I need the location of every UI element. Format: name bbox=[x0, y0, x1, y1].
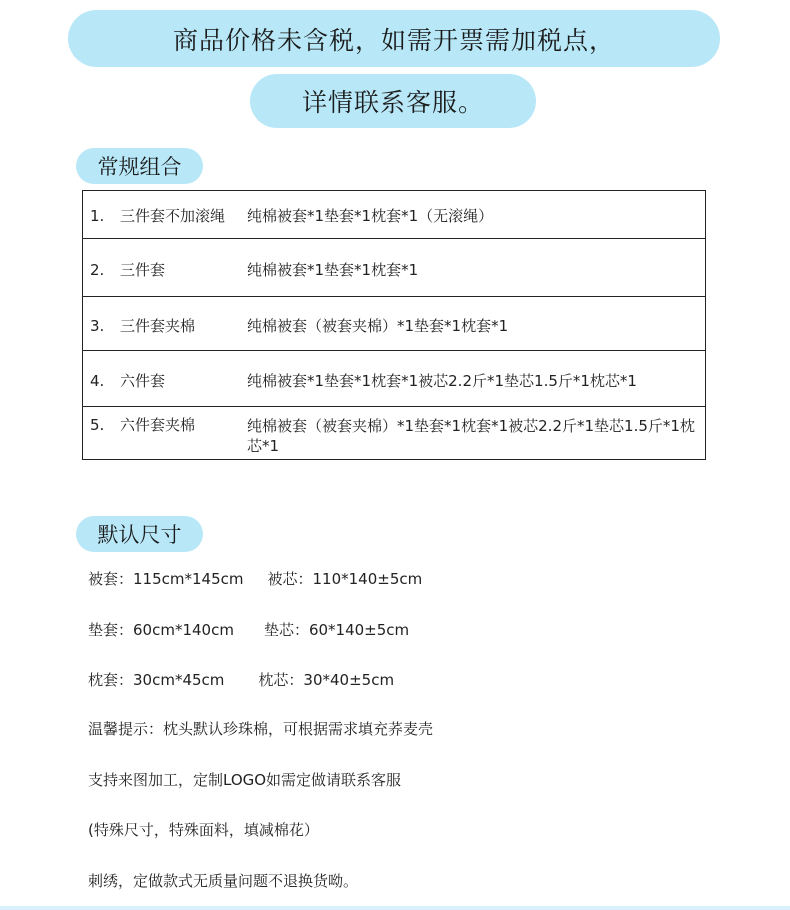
note-pillow-tip: 温馨提示：枕头默认珍珠棉，可根据需求填充荞麦壳 bbox=[88, 720, 434, 738]
table-row bbox=[83, 407, 705, 459]
row-name: 六件套 bbox=[120, 372, 166, 390]
row-number: 2. bbox=[90, 261, 105, 279]
size-line-pillow bbox=[88, 669, 394, 690]
table-row bbox=[83, 191, 705, 239]
row-description: 纯棉被套（被套夹棉）*1垫套*1枕套*1被芯2.2斤*1垫芯1.5斤*1枕芯*1 bbox=[247, 417, 695, 455]
size-line-mattress bbox=[88, 619, 409, 640]
row-number: 4. bbox=[90, 372, 105, 390]
section-title-combos: 常规组合 bbox=[76, 148, 203, 184]
row-name: 三件套 bbox=[120, 261, 166, 279]
row-description: 纯棉被套*1垫套*1枕套*1被芯2.2斤*1垫芯1.5斤*1枕芯*1 bbox=[247, 372, 637, 390]
table-row bbox=[83, 239, 705, 297]
note-special-order: (特殊尺寸，特殊面料，填减棉花） bbox=[88, 821, 319, 839]
note-embroidery: 刺绣，定做款式无质量问题不退换货呦。 bbox=[88, 872, 359, 890]
row-number: 5. bbox=[90, 416, 105, 434]
table-row bbox=[83, 297, 705, 351]
row-number: 3. bbox=[90, 317, 105, 335]
table-row bbox=[83, 351, 705, 407]
duvet-insert-size: 被芯：110*140±5cm bbox=[267, 570, 423, 588]
row-name: 六件套夹棉 bbox=[120, 416, 196, 434]
mattress-insert-size: 垫芯：60*140±5cm bbox=[263, 621, 410, 639]
row-description: 纯棉被套（被套夹棉）*1垫套*1枕套*1 bbox=[247, 317, 509, 335]
mattress-cover-size: 垫套：60cm*140cm bbox=[88, 621, 234, 639]
combo-table bbox=[82, 190, 706, 460]
row-name: 三件套夹棉 bbox=[120, 317, 196, 335]
section-title-sizes: 默认尺寸 bbox=[76, 516, 203, 552]
size-line-duvet bbox=[88, 568, 422, 589]
pillow-cover-size: 枕套：30cm*45cm bbox=[88, 671, 225, 689]
row-number: 1. bbox=[90, 207, 105, 225]
row-description: 纯棉被套*1垫套*1枕套*1（无滚绳） bbox=[247, 207, 494, 225]
pillow-insert-size: 枕芯：30*40±5cm bbox=[258, 671, 395, 689]
price-notice-line-1: 商品价格未含税，如需开票需加税点， bbox=[68, 10, 720, 67]
bottom-divider bbox=[0, 906, 790, 910]
duvet-cover-size: 被套：115cm*145cm bbox=[88, 570, 244, 588]
price-notice-line-2: 详情联系客服。 bbox=[250, 74, 536, 128]
row-description: 纯棉被套*1垫套*1枕套*1 bbox=[247, 261, 419, 279]
note-custom-logo: 支持来图加工，定制LOGO如需定做请联系客服 bbox=[88, 771, 402, 789]
row-name: 三件套不加滚绳 bbox=[120, 207, 226, 225]
